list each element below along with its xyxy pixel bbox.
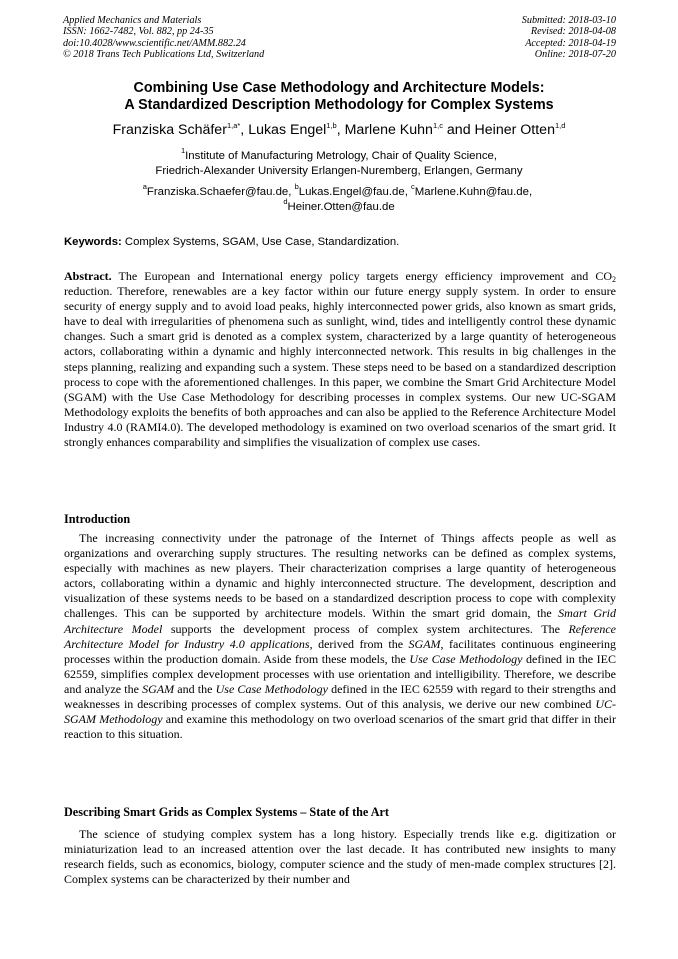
affiliation-line-1: Institute of Manufacturing Metrology, Chair of Quality Science, [185, 150, 498, 162]
subscript: 2 [612, 275, 616, 284]
online-date: Online: 2018-07-20 [534, 49, 616, 61]
section-heading-introduction: Introduction [64, 512, 131, 526]
body-text: defined in the IEC 62559, simplifies complex development processes with use orientation and intelligibility. Therefore, we describe and analyze the [64, 651, 616, 696]
emphasis: Use Case Methodology [409, 651, 523, 666]
introduction-paragraph [64, 531, 616, 742]
abstract [64, 269, 616, 450]
author-superscript: 1,a* [226, 121, 241, 130]
copyright-line: © 2018 Trans Tech Publications Ltd, Switzerland [63, 49, 265, 61]
author-emails [40, 182, 638, 215]
emphasis: Smart Grid Architecture Model [64, 606, 617, 636]
submitted-date: Submitted: 2018-03-10 [521, 15, 616, 26]
body-text: and the [174, 681, 216, 696]
email-superscript: c [411, 182, 415, 191]
email-superscript: a [142, 182, 147, 191]
affiliation-line-2: Friedrich-Alexander University Erlangen-Nuremberg, Erlangen, Germany [155, 165, 523, 177]
emphasis: Reference Architecture Model for Industry 4.0 applications [64, 621, 616, 651]
abstract-text: The European and International energy policy targets energy efficiency improvement and CO [118, 269, 612, 283]
title-line-1: Combining Use Case Methodology and Architecture Models: [133, 80, 545, 96]
doi-line: doi:10.4028/www.scientific.net/AMM.882.24 [63, 37, 246, 49]
email-address: Franziska.Schaefer@fau.de [146, 186, 289, 198]
body-text: supports the development process of complex system architectures. The [162, 621, 569, 636]
author-separator: and [442, 122, 475, 138]
email-address: Heiner.Otten@fau.de [287, 201, 395, 213]
author-list [40, 121, 638, 139]
email-separator: , [404, 186, 412, 198]
revised-date: Revised: 2018-04-08 [530, 26, 616, 38]
author-name: Marlene Kuhn [344, 122, 433, 138]
author-name: Heiner Otten [474, 122, 555, 138]
accepted-date: Accepted: 2018-04-19 [525, 37, 616, 49]
section-heading-state-of-art: Describing Smart Grids as Complex Systems – State of the Art [64, 805, 389, 819]
author-separator: , [240, 122, 249, 138]
email-separator: , [288, 186, 295, 198]
affiliation [40, 146, 638, 179]
emphasis: UC-SGAM Methodology [64, 697, 616, 727]
emphasis: SGAM [142, 681, 175, 696]
email-address: Lukas.Engel@fau.de [298, 186, 405, 198]
paper-title [40, 80, 638, 114]
author-superscript: 1,b [326, 121, 337, 130]
email-superscript: d [283, 197, 288, 206]
author-name: Franziska Schäfer [112, 122, 227, 138]
email-address: Marlene.Kuhn@fau.de [414, 186, 529, 198]
abstract-label: Abstract. [64, 269, 112, 283]
journal-name: Applied Mechanics and Materials [63, 15, 202, 26]
author-superscript: 1,c [432, 121, 443, 130]
body-text: and examine this methodology on two overload scenarios of the smart grid that differ in their reaction to this situation. [64, 712, 616, 742]
journal-header-right [522, 15, 616, 61]
author-name: Lukas Engel [248, 122, 327, 138]
email-separator: , [528, 186, 536, 198]
email-superscript: b [294, 182, 299, 191]
title-line-2: A Standardized Description Methodology for Complex Systems [124, 97, 554, 113]
emphasis: SGAM [408, 636, 441, 651]
body-text: defined in the IEC 62559 with regard to their strengths and weaknesses in describing processes of complex systems. Out of this analysis, we derive our new combined [64, 681, 616, 712]
keywords [64, 235, 616, 249]
emphasis: Use Case Methodology [215, 681, 328, 696]
issn-line: ISSN: 1662-7482, Vol. 882, pp 24-35 [63, 26, 214, 38]
journal-header-left [63, 15, 264, 61]
body-text: The increasing connectivity under the patronage of the Internet of Things affects people as well as organizations and overarching supply structures. The resulting networks can be defined as complex systems, especially with machines as new players. Their characterization comprises a large quantity of heterogeneous actors, collaborating within a dynamic and highly interconnected structure. The development, description and visualization of these systems needs to be based on a standardized description process to cope with complexity challenges. This can be supported by architecture models. Within the smart grid domain, the [64, 531, 616, 621]
author-separator: , [336, 122, 345, 138]
keywords-label: Keywords: [64, 236, 122, 248]
affiliation-superscript: 1 [180, 146, 186, 155]
body-text: , facilitates continuous engineering processes within the production domain. Aside from these models, the [64, 636, 616, 666]
abstract-text: reduction. Therefore, renewables are a key factor within our future energy supply system. In order to ensure security of energy supply and to avoid load peaks, highly interconnected power grids, also known as smart grids, have to deal with irregularities of phenomena such as sunlight, wind, tides and intelligently control these dynamic changes. Such a smart grid is denoted as a complex system, characterized by a large quantity of heterogeneous actors, collaborating within a dynamic and highly interconnected network. This results in big challenges in the steps planning, realizing and expanding such a system. These steps need to be based on a standardized description process to cope with the aforementioned challenges. In this paper, we combine the Smart Grid Architecture Model (SGAM) with the Use Case Methodology for describing processes in complex systems. Our new UC-SGAM Methodology exploits the benefits of both approaches and can also be applied to the Reference Architecture Model Industry 4.0 (RAMI4.0). The developed methodology is examined on two overload scenarios of the smart grid. It strongly enhances comparability and simplifies the visualization of complex use cases. [64, 284, 616, 450]
keywords-text: Complex Systems, SGAM, Use Case, Standardization. [124, 236, 400, 248]
body-text: , derived from the [309, 636, 409, 651]
state-of-art-paragraph: The science of studying complex system has a long history. Especially trends like e.g. digitization or miniaturization lead to an increased attention over the last decade. It has contributed new insights to many research fields, such as economics, biology, computer science and the study of men-made complex structures [2]. Complex systems can be characterized by their number and [64, 827, 616, 887]
author-superscript: 1,d [554, 121, 566, 130]
